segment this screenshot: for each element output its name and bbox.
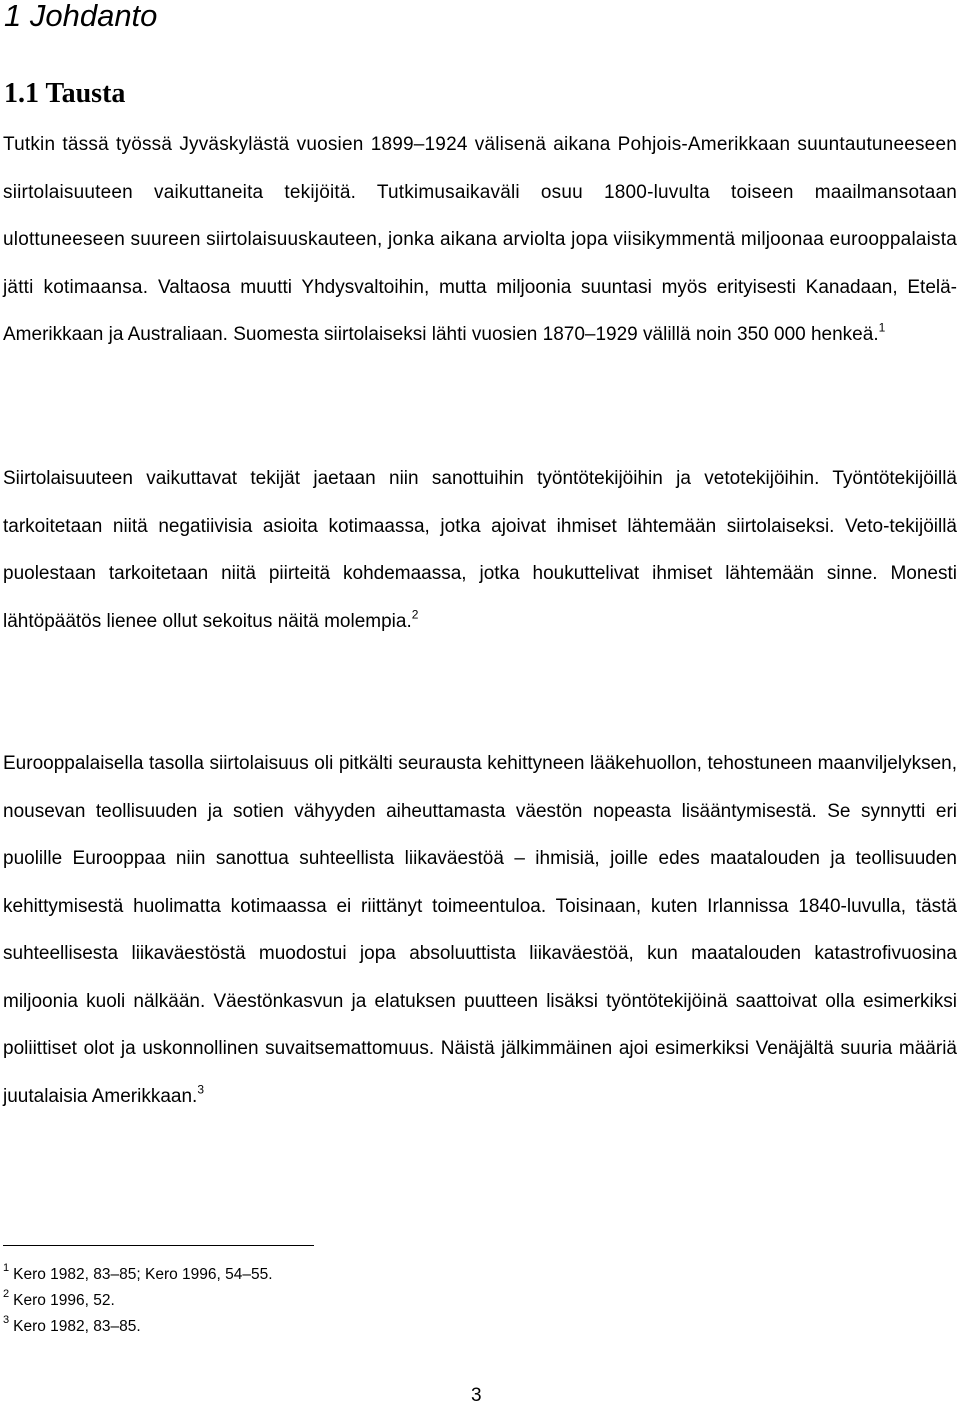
footnote-2 [3,1288,603,1314]
footnote-ref-1: 1 [878,320,886,335]
section-title: 1.1 Tausta [4,78,126,109]
page-number: 3 [471,1385,482,1406]
paragraph-1-text-b: Valtaosa muutti Yhdysvaltoihin, mutta miljoonia suuntasi myös erityisesti Kanadaan, Etelä-Amerikkaan ja Australiaan. Suomesta siirtolaiseksi lähti vuosien 1870–1929 välillä noin 350 000 henkeä. [3,276,958,345]
body-paragraph-3 [3,740,957,1120]
footnotes [3,1262,603,1340]
footnote-3 [3,1314,603,1340]
footnote-ref-2: 2 [411,607,419,622]
footnote-separator [3,1245,314,1246]
footnote-1-text: Kero 1982, 83–85; Kero 1996, 54–55. [13,1266,273,1283]
paragraph-3-text: Eurooppalaisella tasolla siirtolaisuus oli pitkälti seurausta kehittyneen lääkehuollon, tehostuneen maanviljelyksen, nousevan teollisuuden ja sotien vähyyden aiheuttamasta väestön nopeasta lisääntymisestä. Se synnytti eri puolille Eurooppaa niin sanottua suhteellista liikaväestöä – ihmisiä, joille edes maatalouden ja teollisuuden kehittymisestä huolimatta kotimaassa ei riittänyt toimeentuloa. Toisinaan, kuten Irlannissa 1840-luvulla, tästä suhteellisesta liikaväestöstä muodostui jopa absoluuttista liikaväestöä, kun maatalouden katastrofivuosina miljoonia kuoli nälkään. Väestönkasvun ja elatuksen puutteen lisäksi työntötekijöinä saattoivat olla esimerkiksi poliittiset olot ja uskonnollinen suvaitsemattomuus. Näistä jälkimmäinen ajoi esimerkiksi Venäjältä suuria määriä juutalaisia Amerikkaan. [3,753,957,1107]
body-paragraph-1 [3,121,957,359]
footnote-3-text: Kero 1982, 83–85. [13,1318,141,1335]
footnote-1 [3,1262,603,1288]
body-paragraph-2 [3,455,957,645]
paragraph-2-text: Siirtolaisuuteen vaikuttavat tekijät jaetaan niin sanottuihin työntötekijöihin ja vetotekijöihin. Työntötekijöillä tarkoitetaan niitä negatiivisia asioita kotimaassa, jotka ajoivat ihmiset lähtemään siirtolaiseksi. Veto-tekijöillä puolestaan tarkoitetaan niitä piirteitä kohdemaassa, jotka houkuttelivat ihmiset lähtemään sinne. Monesti lähtöpäätös lienee ollut sekoitus näitä molempia. [3,468,957,632]
paragraph-1-text-a: Tutkin tässä työssä Jyväskylästä vuosien 1899–1924 välisenä aikana Pohjois-Amerikkaan suuntautuneeseen siirtolaisuuteen vaikuttaneita tekijöitä. Tutkimusaikaväli osuu 1800-luvulta toiseen maailmansotaan ulottuneeseen suureen siirtolaisuuskauteen, jonka aikana arviolta jopa viisikymmentä miljoonaa eurooppalaista jätti kotimaansa. [3,134,957,298]
chapter-title: 1 Johdanto [4,0,158,33]
footnote-ref-3: 3 [197,1082,205,1097]
footnote-2-number: 2 [3,1288,10,1301]
footnote-3-number: 3 [3,1314,10,1327]
footnote-2-text: Kero 1996, 52. [13,1292,115,1309]
footnote-1-number: 1 [3,1262,10,1275]
